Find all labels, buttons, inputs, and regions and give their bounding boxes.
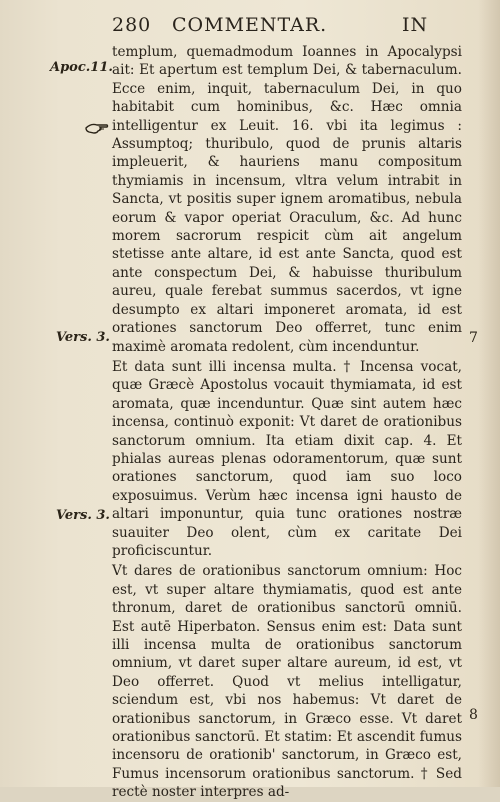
paragraph-1: templum, quemadmodum Ioannes in Apocalypsi ait: Et apertum est templum Dei, & tabernaculum. Ecce enim, inquit, tabernaculum Dei, in quo habitabit cum hominibus, &c. Hæc omnia intelligentur ex Leuit. 16. vbi ita legimus : Assumptoq; thuribulo, quod de prunis altaris impleuerit, & hauriens manu compositum thymiamis in incensum, vltra velum intrabit in Sancta, vt positis super ignem aromatibus, nebula eorum & vapor operiat Oraculum, &c. Ad hunc morem sacrorum respicit cùm ait angelum stetisse ante altare, id est ante Sancta, quod est ante conspectum Dei, & habuisse thuribulum aureu, quale ferebat summus sacerdos, vt igne desumpto ex altari imponeret aromata, id est orationes sanctorum Deo offerret, tunc enim maximè aromata redolent, cùm incenduntur. — [112, 44, 462, 355]
right-note-number-7: 7 — [469, 330, 478, 346]
margin-note-vers-2: Vers. 3. — [56, 508, 110, 523]
page-number: 280 — [112, 14, 152, 36]
running-title: COMMENTAR. — [172, 14, 328, 36]
margin-note-vers-1: Vers. 3. — [56, 330, 110, 345]
right-note-number-8: 8 — [469, 707, 478, 723]
page-edge-shadow — [478, 0, 500, 787]
manicule-icon — [85, 120, 109, 134]
running-title-end: IN — [402, 14, 429, 36]
running-header — [112, 14, 462, 40]
margin-note-apoc: Apoc.11. — [50, 60, 113, 75]
paragraph-2: Et data sunt illi incensa multa. † Incensa vocat, quæ Græcè Apostolus vocauit thymiamata, id est aromata, quæ incenduntur. Quæ sint autem hæc incensa, continuò exponit: Vt daret de orationibus sanctorum omnium. Ita etiam dixit cap. 4. Et phialas aureas plenas odoramentorum, quæ sunt orationes sanctorum, quod iam suo loco exposuimus. Verùm hæc incensa igni hausto de altari imponuntur, quia tunc orationes nostræ suauiter Deo olent, cùm ex caritate Dei proficiscuntur. — [112, 358, 462, 559]
paragraph-3: Vt dares de orationibus sanctorum omnium: Hoc est, vt super altare thymiamatis, quod est ante thronum, daret de orationibus sanctorū omniū. Est autē Hiperbaton. Sensus enim est: Data sunt illi incensa multa de orationibus sanctorum omnium, vt daret super altare aureum, id est, vt Deo offerret. Quod vt melius intelligatur, sciendum est, vbi nos habemus: Vt daret de orationibus sanctorum, in Græco esse. Vt daret orationibus sanctorū. Et statim: Et ascendit fumus incensoru de orationib' sanctorum, in Græco est, Fumus incensorum orationibus sanctorum. † Sed rectè noster interpres ad- — [112, 563, 462, 801]
body-text — [112, 43, 462, 802]
